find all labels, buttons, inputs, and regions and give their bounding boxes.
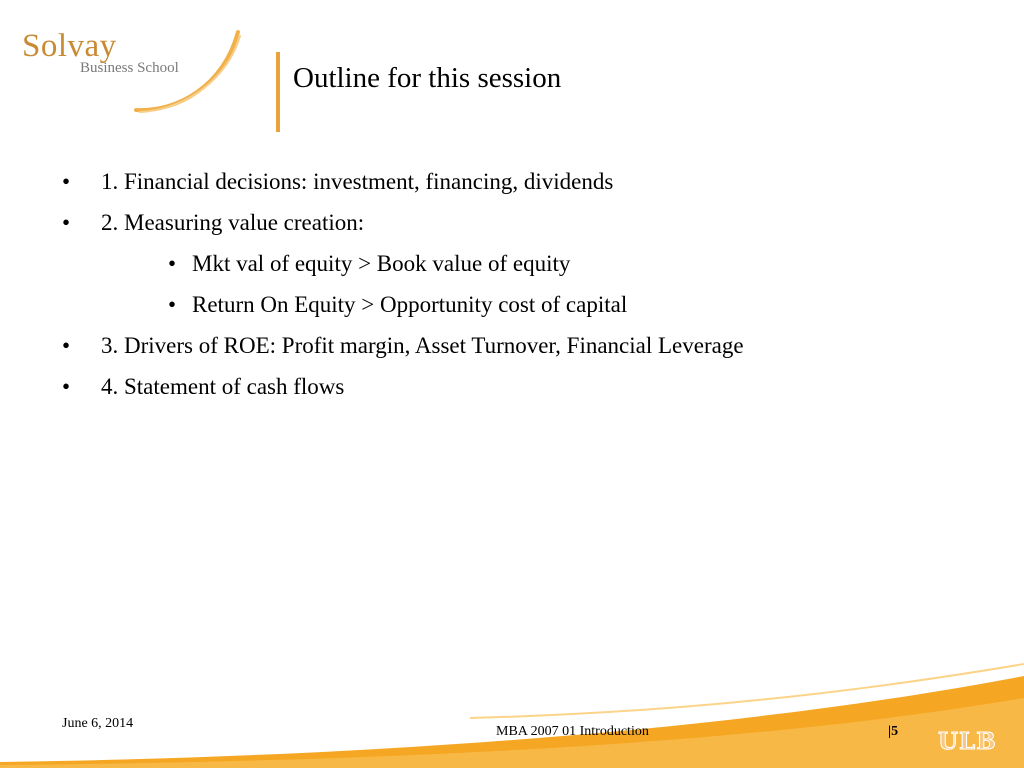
list-item-text: 1. Financial decisions: investment, financing, dividends — [101, 169, 614, 194]
sub-list-item — [60, 250, 1000, 291]
footer-swoosh-icon — [0, 658, 1024, 768]
list-item — [60, 168, 1000, 209]
list-item — [60, 373, 1000, 414]
bullet-icon: • — [168, 251, 177, 276]
bullet-icon: • — [168, 292, 177, 317]
outline-list — [60, 168, 1000, 414]
bullet-icon: • — [62, 169, 71, 194]
sub-list-item-text: Mkt val of equity > Book value of equity — [192, 251, 571, 276]
list-item — [60, 209, 1000, 250]
sub-list-item-text: Return On Equity > Opportunity cost of capital — [192, 292, 628, 317]
footer-date: June 6, 2014 — [62, 716, 134, 731]
list-item-text: 4. Statement of cash flows — [101, 374, 345, 399]
bullet-icon: • — [62, 210, 71, 235]
list-item-text: 2. Measuring value creation: — [101, 210, 365, 235]
ulb-logo: ULB — [938, 728, 997, 755]
logo-subtitle: Business School — [80, 60, 179, 76]
page-number: |5 — [888, 724, 899, 739]
bullet-icon: • — [62, 374, 71, 399]
list-item-text: 3. Drivers of ROE: Profit margin, Asset Turnover, Financial Leverage — [101, 333, 744, 358]
logo-name: Solvay — [22, 28, 117, 64]
title-accent-bar — [276, 52, 280, 132]
list-item — [60, 332, 1000, 373]
bullet-icon: • — [62, 333, 71, 358]
slide-title: Outline for this session — [293, 62, 562, 94]
solvay-logo — [18, 26, 248, 121]
footer-course: MBA 2007 01 Introduction — [496, 724, 649, 739]
sub-list-item — [60, 291, 1000, 332]
